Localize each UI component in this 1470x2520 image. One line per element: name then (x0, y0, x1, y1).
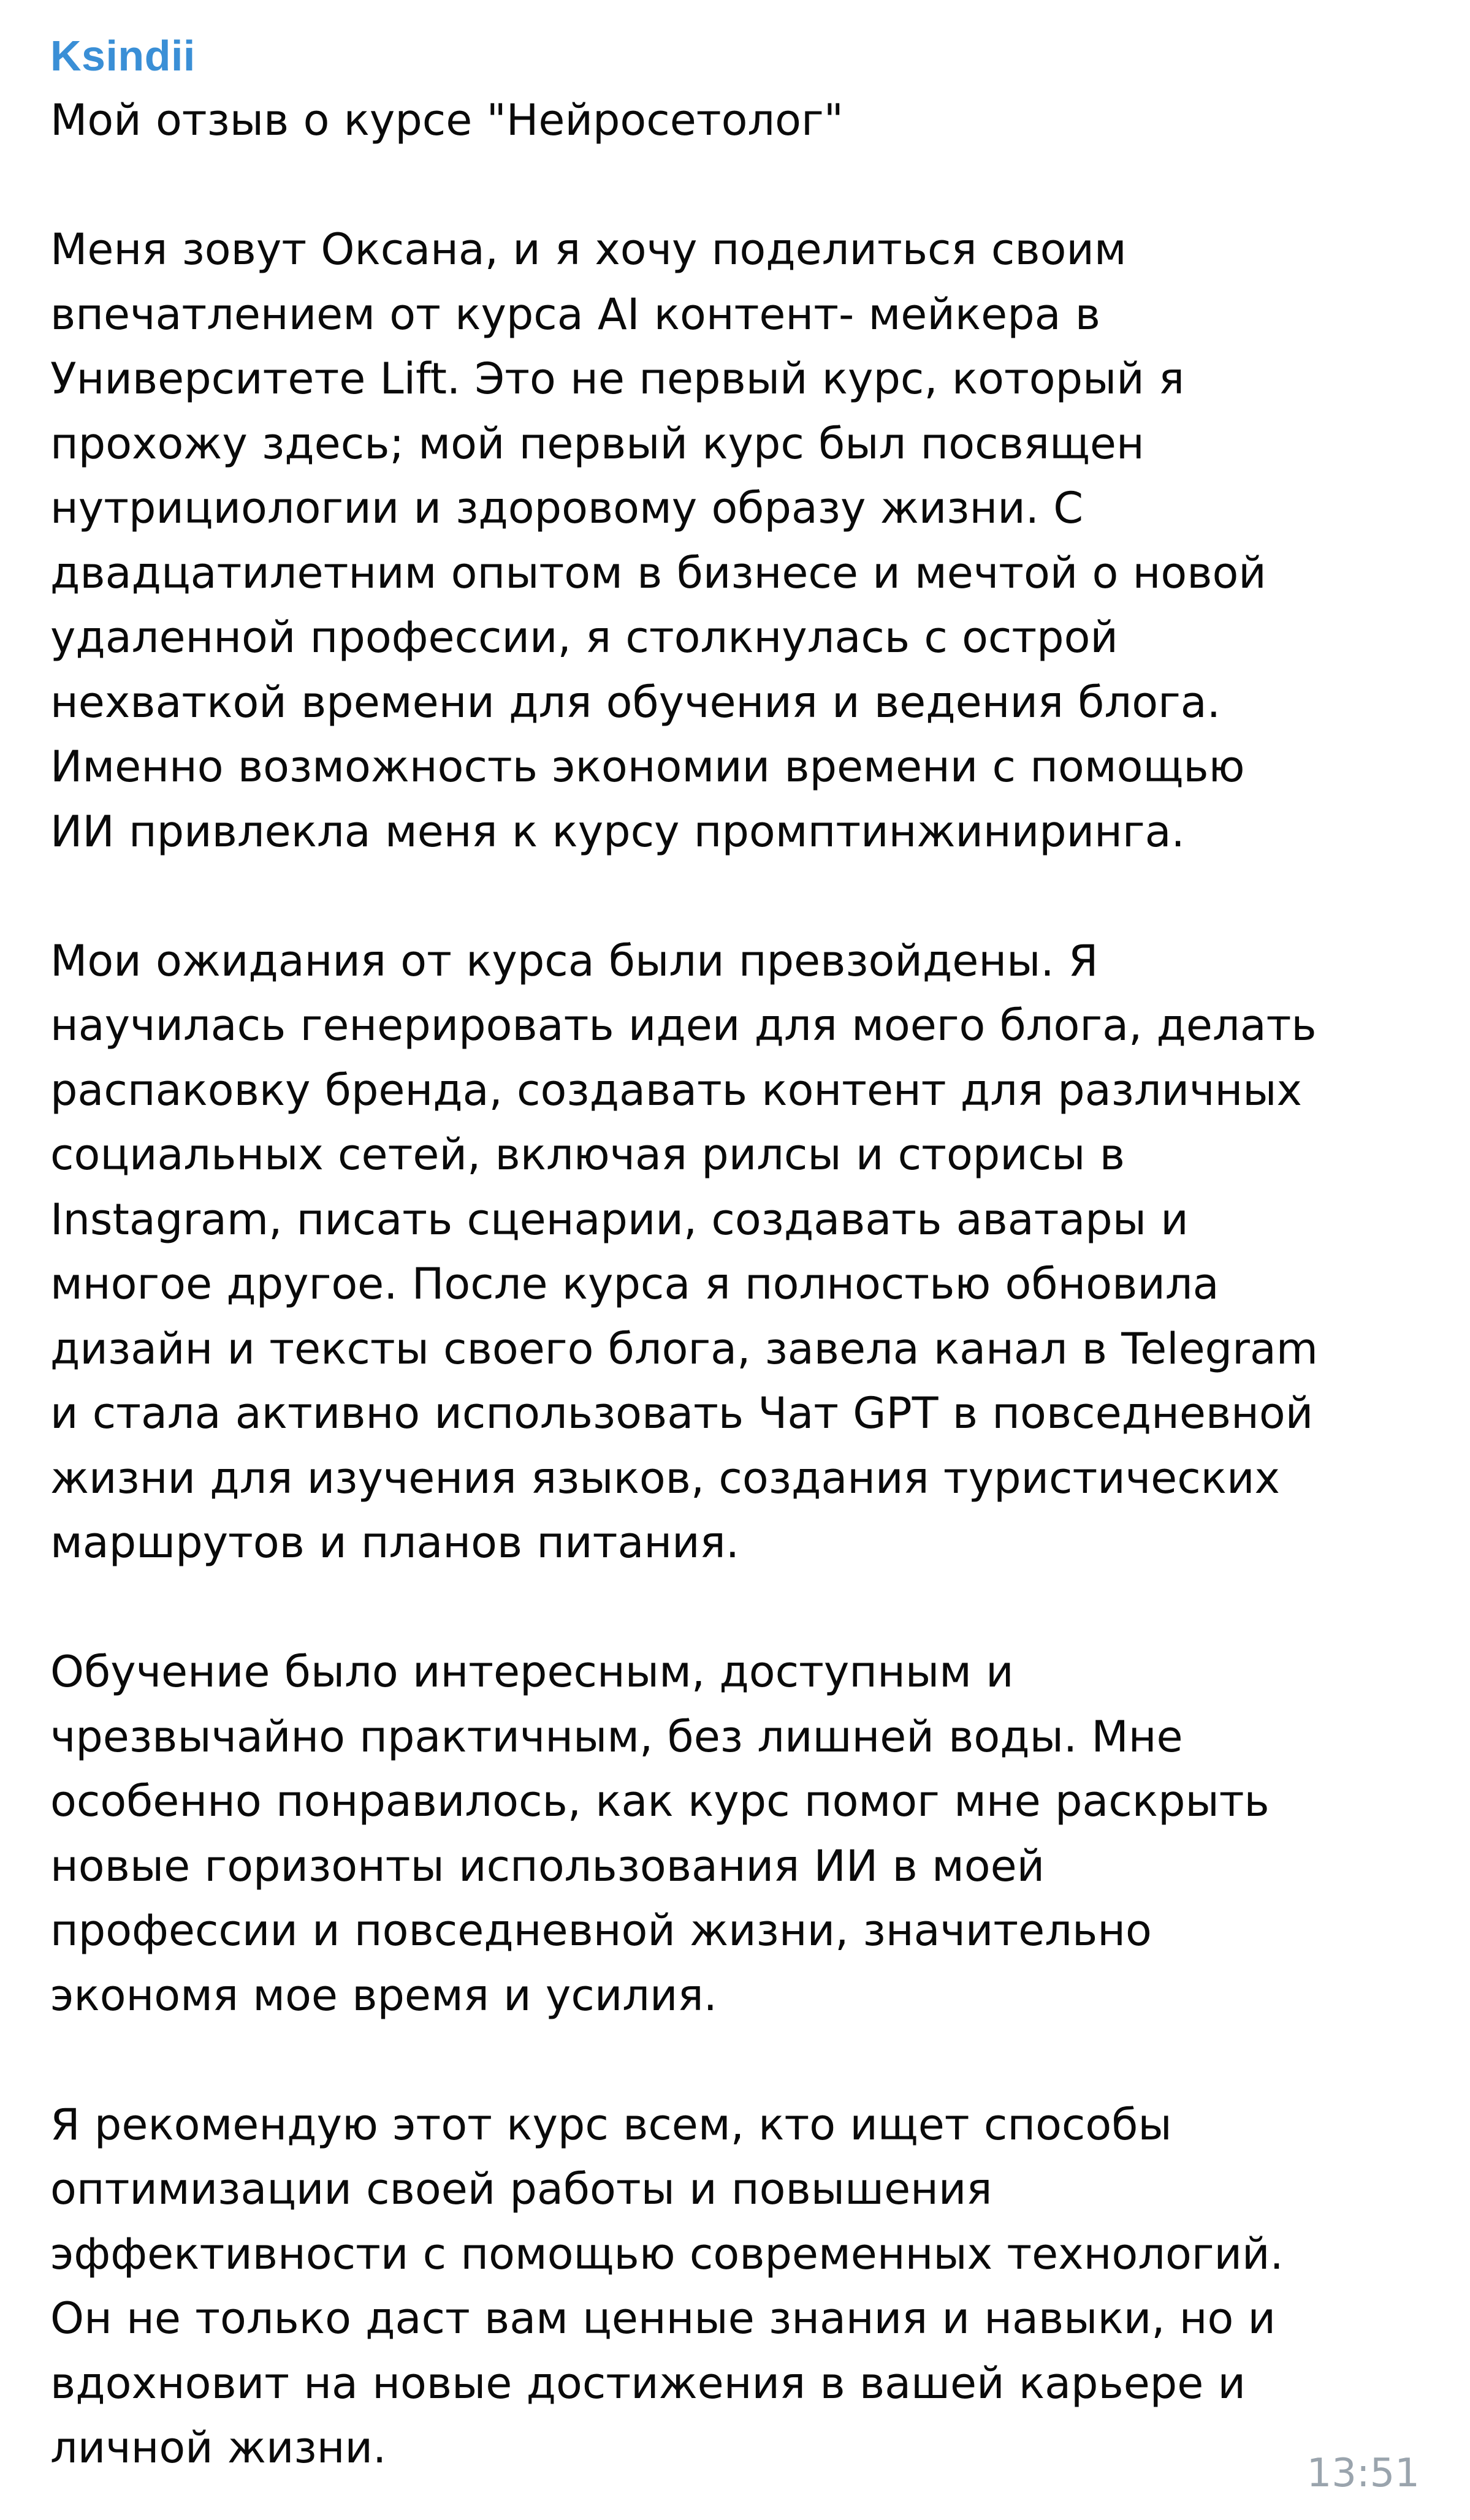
sender-name[interactable]: Ksindii (50, 32, 196, 80)
message-line: маршрутов и планов питания. (50, 1517, 739, 1568)
message-line: впечатлением от курса AI контент- мейкера в (50, 289, 1101, 340)
message-line: нехваткой времени для обучения и ведения блога. (50, 677, 1221, 727)
message-line: чрезвычайно практичным, без лишней воды. Мне (50, 1711, 1183, 1762)
message-line: Я рекомендую этот курс всем, кто ищет способы (50, 2099, 1172, 2150)
message-text (50, 88, 1426, 2481)
message-line: социальных сетей, включая рилсы и сторисы в (50, 1129, 1125, 1180)
message-line: Университете Lift. Это не первый курс, который я (50, 354, 1185, 404)
message-timestamp: 13:51 (1306, 2451, 1420, 2496)
message-line: жизни для изучения языков, создания туристических (50, 1452, 1280, 1503)
message-line: личной жизни. (50, 2423, 387, 2473)
message-line: профессии и повседневной жизни, значительно (50, 1905, 1152, 1956)
message-line: эффективности с помощью современных технологий. (50, 2228, 1284, 2279)
message-line: нутрициологии и здоровому образу жизни. С (50, 483, 1084, 533)
message-line: ИИ привлекла меня к курсу промптинжиниринга. (50, 806, 1185, 857)
message-line: многое другое. После курса я полностью обновила (50, 1259, 1219, 1309)
message-line: особенно понравилось, как курс помог мне раскрыть (50, 1776, 1270, 1826)
message-line: научилась генерировать идеи для моего блога, делать (50, 1000, 1317, 1050)
message-line: Меня зовут Оксана, и я хочу поделиться своим (50, 224, 1127, 275)
message-line: распаковку бренда, создавать контент для различных (50, 1065, 1302, 1115)
message-line: Instagram, писать сценарии, создавать аватары и (50, 1194, 1189, 1245)
message-line: Мои ожидания от курса были превзойдены. Я (50, 935, 1099, 986)
message-line: Он не только даст вам ценные знания и навыки, но и (50, 2293, 1276, 2344)
message-line: Мой отзыв о курсе "Нейросетолог" (50, 95, 844, 145)
message-line: экономя мое время и усилия. (50, 1970, 717, 2021)
message-line: Обучение было интересным, доступным и (50, 1647, 1014, 1697)
message-line: новые горизонты использования ИИ в моей (50, 1840, 1045, 1891)
message-line: Именно возможность экономии времени с помощью (50, 742, 1245, 792)
message-line: дизайн и тексты своего блога, завела канал в Telegram (50, 1323, 1318, 1374)
message-line: оптимизации своей работы и повышения (50, 2164, 992, 2214)
message-line: прохожу здесь; мой первый курс был посвящен (50, 418, 1144, 469)
message-line: и стала активно использовать Чат GPT в повседневной (50, 1388, 1314, 1438)
message-line: вдохновит на новые достижения в вашей карьере и (50, 2358, 1246, 2408)
message-line: двадцатилетним опытом в бизнесе и мечтой о новой (50, 547, 1266, 598)
message-line: удаленной профессии, я столкнулась с острой (50, 612, 1118, 662)
